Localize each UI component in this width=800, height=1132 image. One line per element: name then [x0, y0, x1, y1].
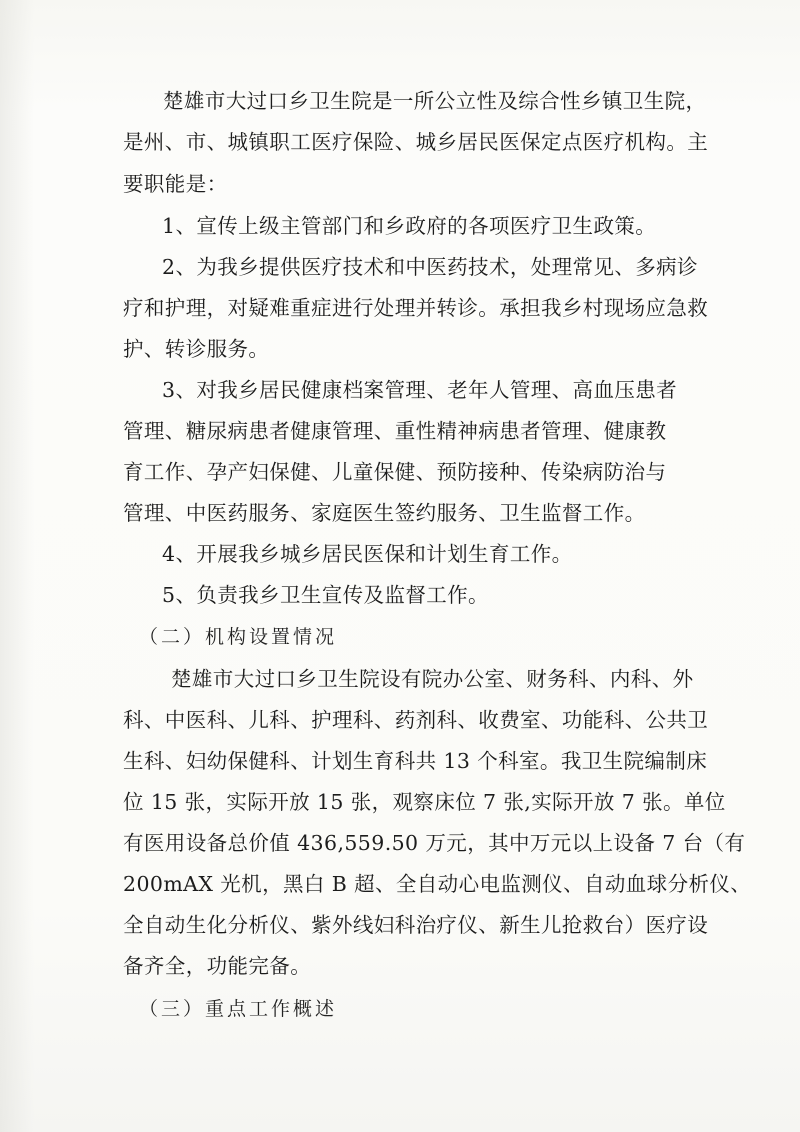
paragraph-line: 全自动生化分析仪、紫外线妇科治疗仪、新生儿抢救台）医疗设	[123, 913, 709, 937]
paragraph-line: 4、开展我乡城乡居民医保和计划生育工作。	[162, 542, 573, 566]
paragraph-line: 疗和护理，对疑难重症进行处理并转诊。承担我乡村现场应急救	[123, 296, 709, 320]
paragraph-line: 要职能是：	[123, 172, 228, 196]
scan-shadow	[0, 0, 34, 1132]
paragraph-line: 2、为我乡提供医疗技术和中医药技术，处理常见、多病诊	[162, 255, 698, 279]
paragraph-line: 有医用设备总价值 436,559.50 万元，其中万元以上设备 7 台（有	[123, 831, 746, 855]
paragraph-line: 楚雄市大过口乡卫生院设有院办公室、财务科、内科、外	[171, 667, 694, 691]
paragraph-line: 生科、妇幼保健科、计划生育科共 13 个科室。我卫生院编制床	[123, 749, 708, 773]
paragraph-line: 护、转诊服务。	[123, 337, 270, 361]
paragraph-line: 育工作、孕产妇保健、儿童保健、预防接种、传染病防治与	[123, 460, 667, 484]
paragraph-line: 200mAX 光机，黑白 B 超、全自动心电监测仪、自动血球分析仪、	[123, 872, 752, 896]
paragraph-line: 管理、糖尿病患者健康管理、重性精神病患者管理、健康教	[123, 419, 667, 443]
paragraph-line: 备齐全，功能完备。	[123, 954, 312, 978]
paragraph-line: 科、中医科、儿科、护理科、药剂科、收费室、功能科、公共卫	[123, 708, 709, 732]
section-heading: （三）重点工作概述	[139, 998, 338, 1020]
paragraph-line: 5、负责我乡卫生宣传及监督工作。	[162, 583, 489, 607]
paragraph-line: 位 15 张，实际开放 15 张，观察床位 7 张,实际开放 7 张。单位	[123, 790, 726, 814]
paragraph-line: 3、对我乡居民健康档案管理、老年人管理、高血压患者	[162, 378, 678, 402]
section-heading: （二）机构设置情况	[139, 626, 338, 648]
paragraph-line: 管理、中医药服务、家庭医生签约服务、卫生监督工作。	[123, 501, 646, 525]
paragraph-line: 是州、市、城镇职工医疗保险、城乡居民医保定点医疗机构。主	[123, 130, 709, 154]
paragraph-line: 楚雄市大过口乡卫生院是一所公立性及综合性乡镇卫生院，	[163, 89, 707, 113]
paragraph-line: 1、宣传上级主管部门和乡政府的各项医疗卫生政策。	[162, 214, 657, 238]
